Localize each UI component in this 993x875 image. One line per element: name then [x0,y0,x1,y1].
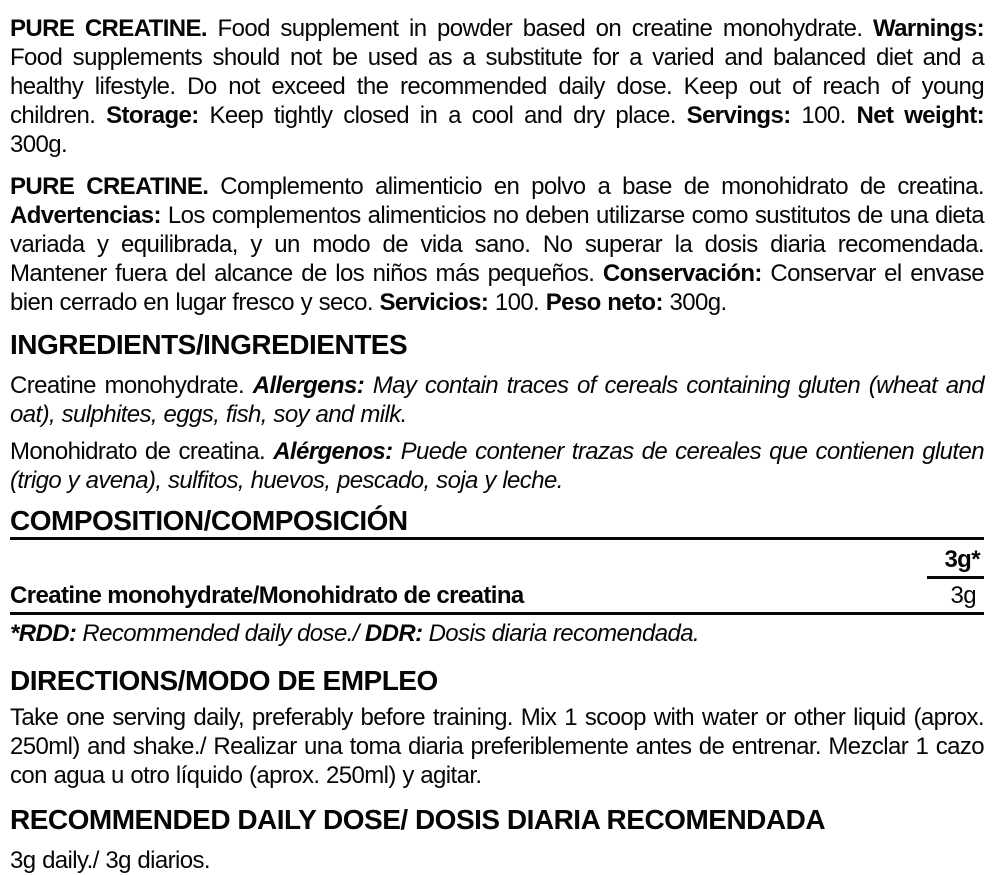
ingredients-heading: INGREDIENTS/INGREDIENTES [10,329,408,360]
ddr-label: DDR: [364,620,423,647]
composition-amount-header: 3g* [944,546,980,573]
es-net-weight-label: Peso neto: [545,289,663,316]
es-servings-label: Servicios: [379,289,489,316]
rdd-note [10,621,984,647]
allergens-text-en: May contain traces of cereals containing gluten (wheat and oat), sulphites, eggs, fish, soy and milk. [10,372,985,428]
es-warnings-text: Los complementos alimenticios no deben utilizarse como sustitutos de una dieta variada y equilibrada, y un modo de vida sano. No superar la dosis diaria recomendada. Mantener fuera del alcance de los niños más pequeños. [10,202,984,287]
composition-row-name: Creatine monohydrate/Monohidrato de creatina [10,582,524,609]
daily-dose-text: 3g daily./ 3g diarios. [10,847,210,874]
allergens-label-es: Alérgenos: [273,438,393,465]
composition-top-rule [10,537,984,540]
composition-row [10,583,984,612]
es-storage-label: Conservación: [602,260,762,287]
ingredients-es-paragraph [10,437,984,495]
composition-row-value: 3g [950,582,976,609]
es-warnings-label: Advertencias: [10,202,161,229]
en-product-info-paragraph [10,14,984,159]
en-servings-label: Servings: [686,102,791,129]
ddr-text-es: Dosis diaria recomendada. [422,620,700,647]
ingredients-es-text: Monohidrato de creatina. [10,438,274,465]
es-net-weight-value: 300g. [662,289,727,316]
en-net-weight-value: 300g. [10,131,68,158]
daily-dose-heading: RECOMMENDED DAILY DOSE/ DOSIS DIARIA RECOMENDADA [10,804,826,835]
es-servings-value: 100. [488,289,546,316]
composition-bottom-rule [10,612,984,615]
en-description: Food supplement in powder based on creatine monohydrate. [207,15,873,42]
en-net-weight-label: Net weight: [856,102,985,129]
composition-amount-underline [927,576,984,579]
ingredients-en-text: Creatine monohydrate. [10,372,253,399]
product-name-es: PURE CREATINE. [10,173,209,200]
es-product-info-paragraph [10,172,984,317]
product-name-en: PURE CREATINE. [10,15,207,42]
ingredients-en-paragraph [10,371,984,429]
en-servings-value: 100. [790,102,857,129]
en-warnings-text: Food supplements should not be used as a substitute for a varied and balanced diet and a healthy lifestyle. Do not exceed the recommended daily dose. Keep out of reach of young children. [10,44,984,129]
en-warnings-label: Warnings: [872,15,984,42]
rdd-text-en: Recommended daily dose./ [76,620,365,647]
directions-heading: DIRECTIONS/MODO DE EMPLEO [10,665,438,696]
allergens-label-en: Allergens: [252,372,365,399]
es-description: Complemento alimenticio en polvo a base de monohidrato de creatina. [208,173,984,200]
en-storage-text: Keep tightly closed in a cool and dry place. [198,102,687,129]
directions-text: Take one serving daily, preferably before training. Mix 1 scoop with water or other liquid (aprox. 250ml) and shake./ Realizar una toma diaria preferiblemente antes de entrenar. Mezclar 1 cazo con agua u otro líquido (aprox. 250ml) y agitar. [10,704,984,789]
es-storage-text: Conservar el envase bien cerrado en lugar fresco y seco. [10,260,984,316]
composition-heading: COMPOSITION/COMPOSICIÓN [10,505,408,536]
rdd-label: *RDD: [10,620,77,647]
en-storage-label: Storage: [106,102,199,129]
allergens-text-es: Puede contener trazas de cereales que contienen gluten (trigo y avena), sulfitos, huevos, pescado, soja y leche. [10,438,984,494]
